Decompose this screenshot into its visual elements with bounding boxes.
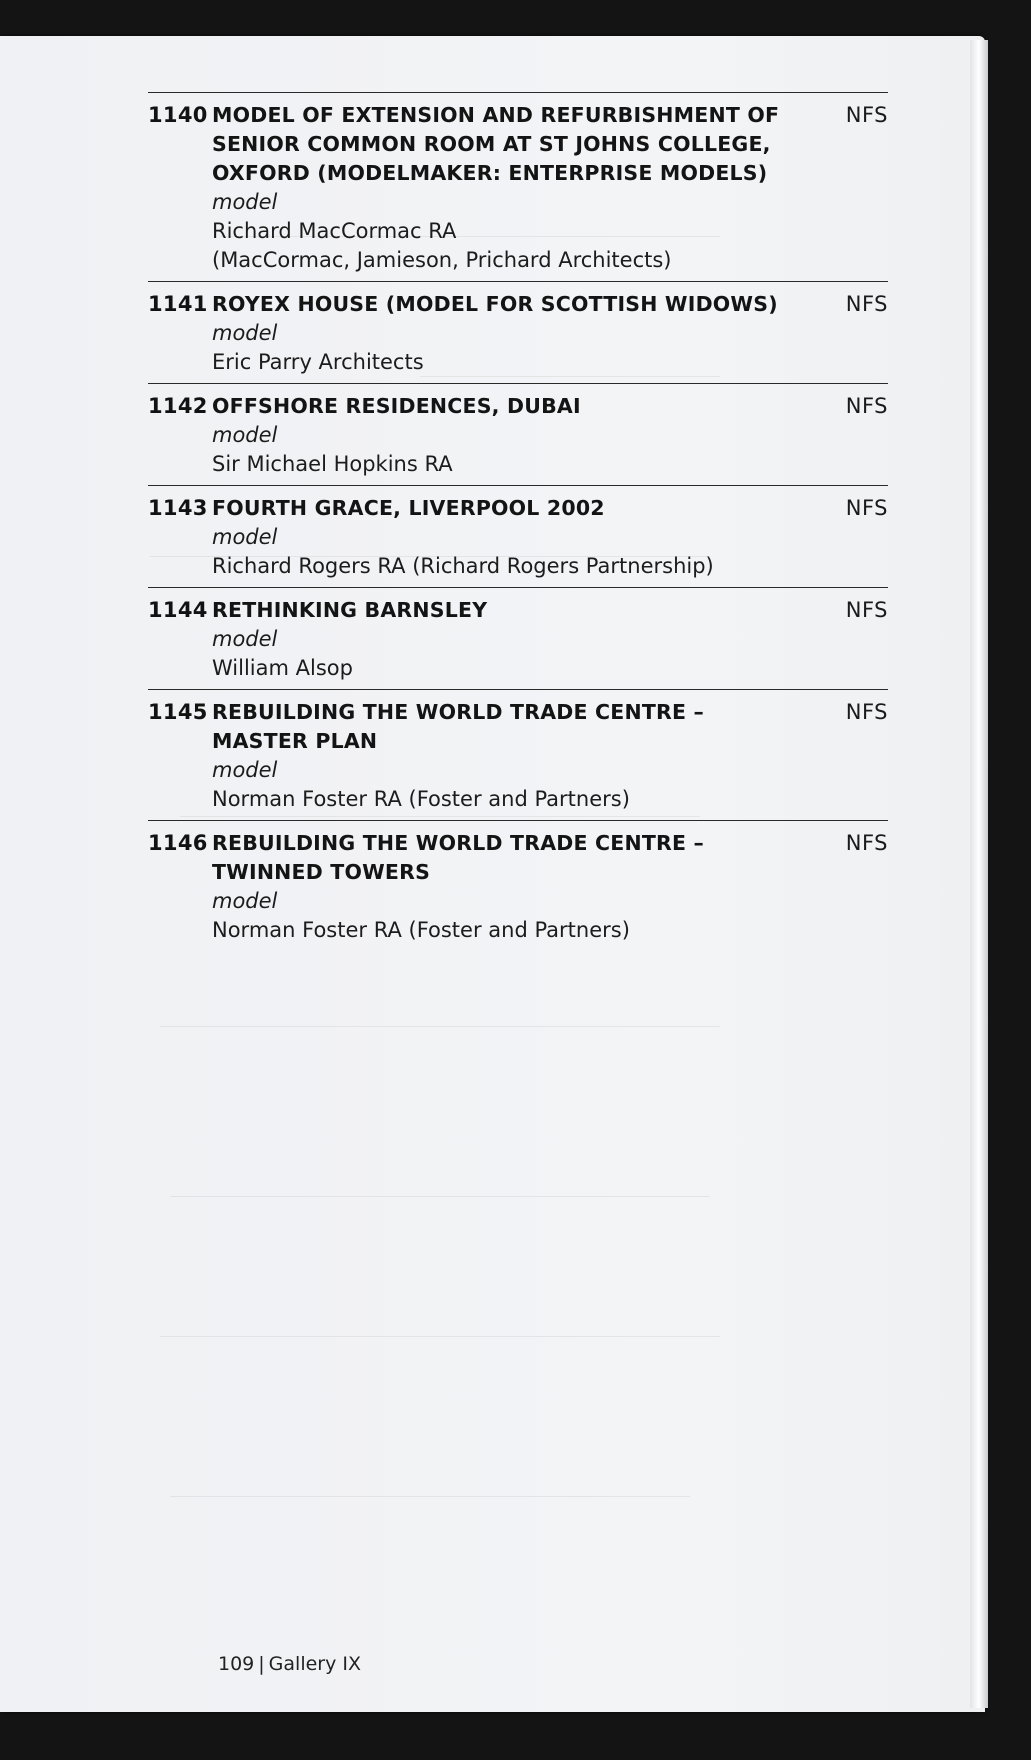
entry-number: 1144 bbox=[148, 598, 208, 622]
entry-medium: model bbox=[212, 190, 278, 214]
catalog-entry bbox=[148, 587, 888, 689]
entry-title-line: REBUILDING THE WORLD TRADE CENTRE – bbox=[212, 700, 704, 724]
entry-price: NFS bbox=[845, 292, 888, 316]
page-edge bbox=[970, 40, 988, 1708]
catalog-entries bbox=[148, 92, 888, 951]
entry-medium: model bbox=[212, 321, 278, 345]
entry-number: 1141 bbox=[148, 292, 208, 316]
catalog-entry bbox=[148, 92, 888, 281]
entry-medium: model bbox=[212, 758, 278, 782]
catalog-entry bbox=[148, 281, 888, 383]
entry-artist-line: Sir Michael Hopkins RA bbox=[212, 452, 453, 476]
entry-price: NFS bbox=[845, 496, 888, 520]
entry-title-line: ROYEX HOUSE (MODEL FOR SCOTTISH WIDOWS) bbox=[212, 292, 778, 316]
entry-medium: model bbox=[212, 627, 278, 651]
entry-title-line: FOURTH GRACE, LIVERPOOL 2002 bbox=[212, 496, 605, 520]
entry-medium: model bbox=[212, 423, 278, 447]
entry-number: 1143 bbox=[148, 496, 208, 520]
entry-medium: model bbox=[212, 889, 278, 913]
entry-title-line: OXFORD (MODELMAKER: ENTERPRISE MODELS) bbox=[212, 161, 768, 185]
entry-title-line: TWINNED TOWERS bbox=[212, 860, 431, 884]
entry-title-line: MASTER PLAN bbox=[212, 729, 378, 753]
catalog-page bbox=[0, 36, 985, 1712]
entry-title-line: SENIOR COMMON ROOM AT ST JOHNS COLLEGE, bbox=[212, 132, 771, 156]
entry-artist-line: Norman Foster RA (Foster and Partners) bbox=[212, 787, 630, 811]
entry-number: 1145 bbox=[148, 700, 208, 724]
page-number: 109 bbox=[218, 1653, 255, 1675]
entry-title-line: OFFSHORE RESIDENCES, DUBAI bbox=[212, 394, 581, 418]
entry-artist-line: Eric Parry Architects bbox=[212, 350, 424, 374]
entry-number: 1146 bbox=[148, 831, 208, 855]
entry-price: NFS bbox=[845, 103, 888, 127]
page-footer bbox=[218, 1653, 361, 1675]
entry-number: 1142 bbox=[148, 394, 208, 418]
entry-medium: model bbox=[212, 525, 278, 549]
entry-artist-line: William Alsop bbox=[212, 656, 353, 680]
entry-artist-line: Richard MacCormac RA bbox=[212, 219, 457, 243]
entry-title-line: REBUILDING THE WORLD TRADE CENTRE – bbox=[212, 831, 704, 855]
gallery-label: Gallery IX bbox=[268, 1653, 361, 1675]
entry-number: 1140 bbox=[148, 103, 208, 127]
catalog-entry bbox=[148, 485, 888, 587]
entry-price: NFS bbox=[845, 598, 888, 622]
entry-artist-line: Richard Rogers RA (Richard Rogers Partnership) bbox=[212, 554, 714, 578]
entry-title-line: RETHINKING BARNSLEY bbox=[212, 598, 488, 622]
entry-artist-line: (MacCormac, Jamieson, Prichard Architects) bbox=[212, 248, 672, 272]
entry-price: NFS bbox=[845, 700, 888, 724]
catalog-entry bbox=[148, 689, 888, 820]
catalog-entry bbox=[148, 383, 888, 485]
footer-separator: | bbox=[258, 1653, 265, 1675]
catalog-entry bbox=[148, 820, 888, 951]
entry-title-line: MODEL OF EXTENSION AND REFURBISHMENT OF bbox=[212, 103, 780, 127]
entry-price: NFS bbox=[845, 394, 888, 418]
entry-price: NFS bbox=[845, 831, 888, 855]
entry-artist-line: Norman Foster RA (Foster and Partners) bbox=[212, 918, 630, 942]
